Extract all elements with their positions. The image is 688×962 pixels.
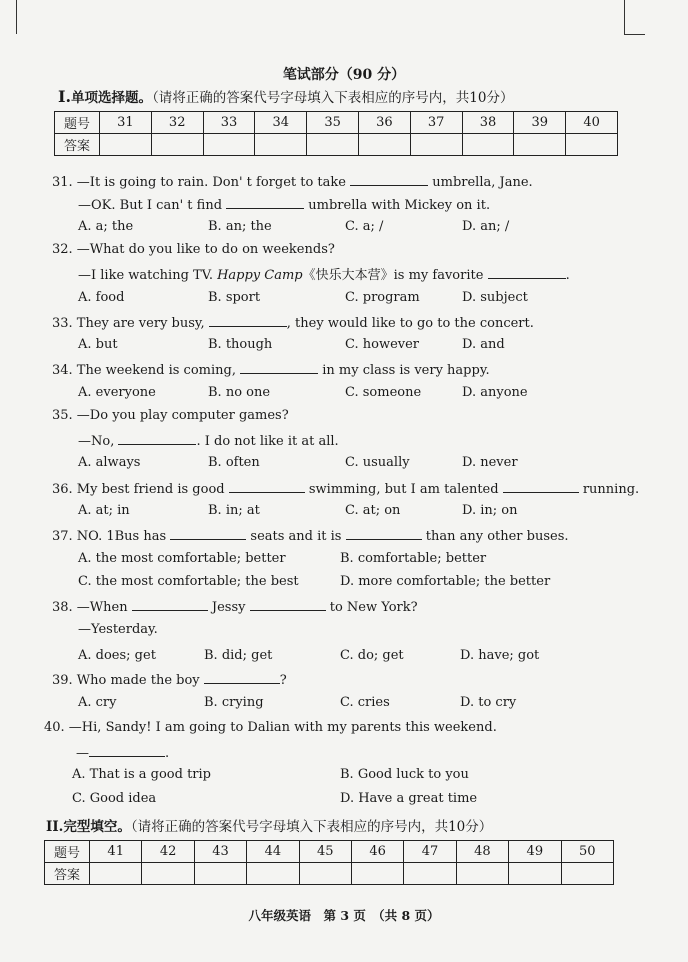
section-1-title <box>58 86 514 106</box>
answer-cell[interactable] <box>509 863 561 885</box>
q36-option-d: D. in; on <box>462 503 518 518</box>
answer-blank <box>132 598 208 611</box>
question-number-cell: 36 <box>358 112 410 134</box>
table-label-answer: 答案 <box>45 863 90 885</box>
question-number-cell: 40 <box>566 112 618 134</box>
question-number-cell: 46 <box>351 841 403 863</box>
question-number-cell: 35 <box>307 112 359 134</box>
crop-mark-left <box>16 0 17 34</box>
q38-option-d: D. have; got <box>460 648 540 663</box>
answer-cell[interactable] <box>358 134 410 156</box>
table-label-number: 题号 <box>45 841 90 863</box>
q34-option-a: A. everyone <box>78 385 156 400</box>
q37-option-d: D. more comfortable; the better <box>340 574 551 589</box>
answer-cell[interactable] <box>307 134 359 156</box>
answer-blank <box>170 527 246 540</box>
section-1-number: Ⅰ. <box>58 87 72 106</box>
question-number-cell: 48 <box>456 841 508 863</box>
q38-option-a: A. does; get <box>78 648 156 663</box>
answer-blank <box>503 480 579 493</box>
answer-blank <box>240 361 318 374</box>
answer-blank <box>209 314 287 327</box>
question-40-line-2: — . <box>76 746 170 761</box>
answer-blank <box>229 480 305 493</box>
q33-option-b: B. though <box>208 337 273 352</box>
q33-option-a: A. but <box>78 337 118 352</box>
question-number-cell: 38 <box>462 112 514 134</box>
q40-option-c: C. Good idea <box>72 791 157 806</box>
page-footer: 八年级英语 第 3 页 （共 8 页） <box>248 908 440 923</box>
answer-blank <box>89 744 165 757</box>
q34-option-b: B. no one <box>208 385 271 400</box>
page-header: 笔试部分（90 分） <box>282 67 406 83</box>
answer-blank <box>118 432 196 445</box>
question-31-line-2: —OK. But I can' t find umbrella with Mickey on it. <box>78 198 491 213</box>
q39-option-c: C. cries <box>340 695 390 710</box>
question-33: 33. They are very busy, , they would like to go to the concert. <box>52 316 534 331</box>
question-35-line-1: 35. —Do you play computer games? <box>52 408 289 423</box>
answer-cell[interactable] <box>410 134 462 156</box>
answer-cell[interactable] <box>194 863 246 885</box>
q38-option-b: B. did; get <box>204 648 273 663</box>
answer-cell[interactable] <box>151 134 203 156</box>
answer-blank <box>204 671 280 684</box>
question-38-line-1: 38. —When Jessy to New York? <box>52 600 418 615</box>
answer-cell[interactable] <box>247 863 299 885</box>
question-number-cell: 45 <box>299 841 351 863</box>
q34-option-d: D. anyone <box>462 385 528 400</box>
q37-option-c: C. the most comfortable; the best <box>78 574 299 589</box>
q36-option-c: C. at; on <box>345 503 401 518</box>
q31-option-a: A. a; the <box>78 219 134 234</box>
answer-blank <box>488 266 566 279</box>
q37-option-a: A. the most comfortable; better <box>78 551 286 566</box>
crop-mark-right <box>624 0 645 35</box>
question-40-line-1: 40. —Hi, Sandy! I am going to Dalian with my parents this weekend. <box>44 720 497 735</box>
answer-table-1 <box>54 111 618 156</box>
question-32-line-2: —I like watching TV. Happy Camp《快乐大本营》is my favorite . <box>78 268 570 283</box>
answer-cell[interactable] <box>255 134 307 156</box>
answer-cell[interactable] <box>299 863 351 885</box>
question-number-cell: 32 <box>151 112 203 134</box>
question-31-line-1: 31. —It is going to rain. Don' t forget to take umbrella, Jane. <box>52 175 533 190</box>
table-label-answer: 答案 <box>55 134 100 156</box>
question-37: 37. NO. 1Bus has seats and it is than any other buses. <box>52 529 569 544</box>
question-number-cell: 34 <box>255 112 307 134</box>
q38-option-c: C. do; get <box>340 648 404 663</box>
q32-option-b: B. sport <box>208 290 261 305</box>
answer-cell[interactable] <box>90 863 142 885</box>
answer-cell[interactable] <box>203 134 255 156</box>
section-1-note: （请将正确的答案代号字母填入下表相应的序号内，共10分） <box>152 90 514 106</box>
q40-option-b: B. Good luck to you <box>340 767 469 782</box>
section-2-title <box>46 815 492 835</box>
q32-option-c: C. program <box>345 290 420 305</box>
q35-option-b: B. often <box>208 455 260 470</box>
question-35-line-2: —No, . I do not like it at all. <box>78 434 339 449</box>
question-number-cell: 44 <box>247 841 299 863</box>
table-label-number: 题号 <box>55 112 100 134</box>
answer-cell[interactable] <box>456 863 508 885</box>
section-1-heading: 单项选择题。 <box>71 90 153 106</box>
answer-blank <box>250 598 326 611</box>
answer-cell[interactable] <box>566 134 618 156</box>
q37-option-b: B. comfortable; better <box>340 551 487 566</box>
q35-option-d: D. never <box>462 455 518 470</box>
question-number-cell: 31 <box>100 112 152 134</box>
question-32-line-1: 32. —What do you like to do on weekends? <box>52 242 335 257</box>
answer-blank <box>350 173 428 186</box>
q31-option-d: D. an; / <box>462 219 510 234</box>
question-36: 36. My best friend is good swimming, but I am talented running. <box>52 482 640 497</box>
answer-cell[interactable] <box>100 134 152 156</box>
question-39: 39. Who made the boy ? <box>52 673 287 688</box>
q39-option-d: D. to cry <box>460 695 517 710</box>
answer-cell[interactable] <box>561 863 613 885</box>
q32-option-a: A. food <box>78 290 125 305</box>
section-2-number: II. <box>46 819 64 835</box>
q32-option-d: D. subject <box>462 290 528 305</box>
question-number-cell: 41 <box>90 841 142 863</box>
answer-blank <box>226 196 304 209</box>
answer-cell[interactable] <box>514 134 566 156</box>
q35-option-c: C. usually <box>345 455 410 470</box>
answer-cell[interactable] <box>142 863 194 885</box>
section-2-heading: 完型填空。 <box>63 819 131 835</box>
q39-option-b: B. crying <box>204 695 264 710</box>
q35-option-a: A. always <box>78 455 141 470</box>
question-number-cell: 43 <box>194 841 246 863</box>
q40-option-a: A. That is a good trip <box>72 767 211 782</box>
answer-table-2 <box>44 840 614 885</box>
question-number-cell: 49 <box>509 841 561 863</box>
question-number-cell: 37 <box>410 112 462 134</box>
question-number-cell: 39 <box>514 112 566 134</box>
question-number-cell: 33 <box>203 112 255 134</box>
q36-option-a: A. at; in <box>78 503 130 518</box>
answer-blank <box>346 527 422 540</box>
question-34: 34. The weekend is coming, in my class is very happy. <box>52 363 490 378</box>
q34-option-c: C. someone <box>345 385 422 400</box>
q40-option-d: D. Have a great time <box>340 791 478 806</box>
answer-cell[interactable] <box>462 134 514 156</box>
section-2-note: （请将正确的答案代号字母填入下表相应的序号内，共10分） <box>130 819 493 835</box>
q33-option-c: C. however <box>345 337 420 352</box>
q39-option-a: A. cry <box>78 695 117 710</box>
q31-option-b: B. an; the <box>208 219 272 234</box>
answer-cell[interactable] <box>351 863 403 885</box>
question-number-cell: 42 <box>142 841 194 863</box>
question-number-cell: 50 <box>561 841 613 863</box>
question-number-cell: 47 <box>404 841 456 863</box>
q31-option-c: C. a; / <box>345 219 384 234</box>
q33-option-d: D. and <box>462 337 505 352</box>
q36-option-b: B. in; at <box>208 503 260 518</box>
answer-cell[interactable] <box>404 863 456 885</box>
question-38-line-2: —Yesterday. <box>78 622 158 637</box>
